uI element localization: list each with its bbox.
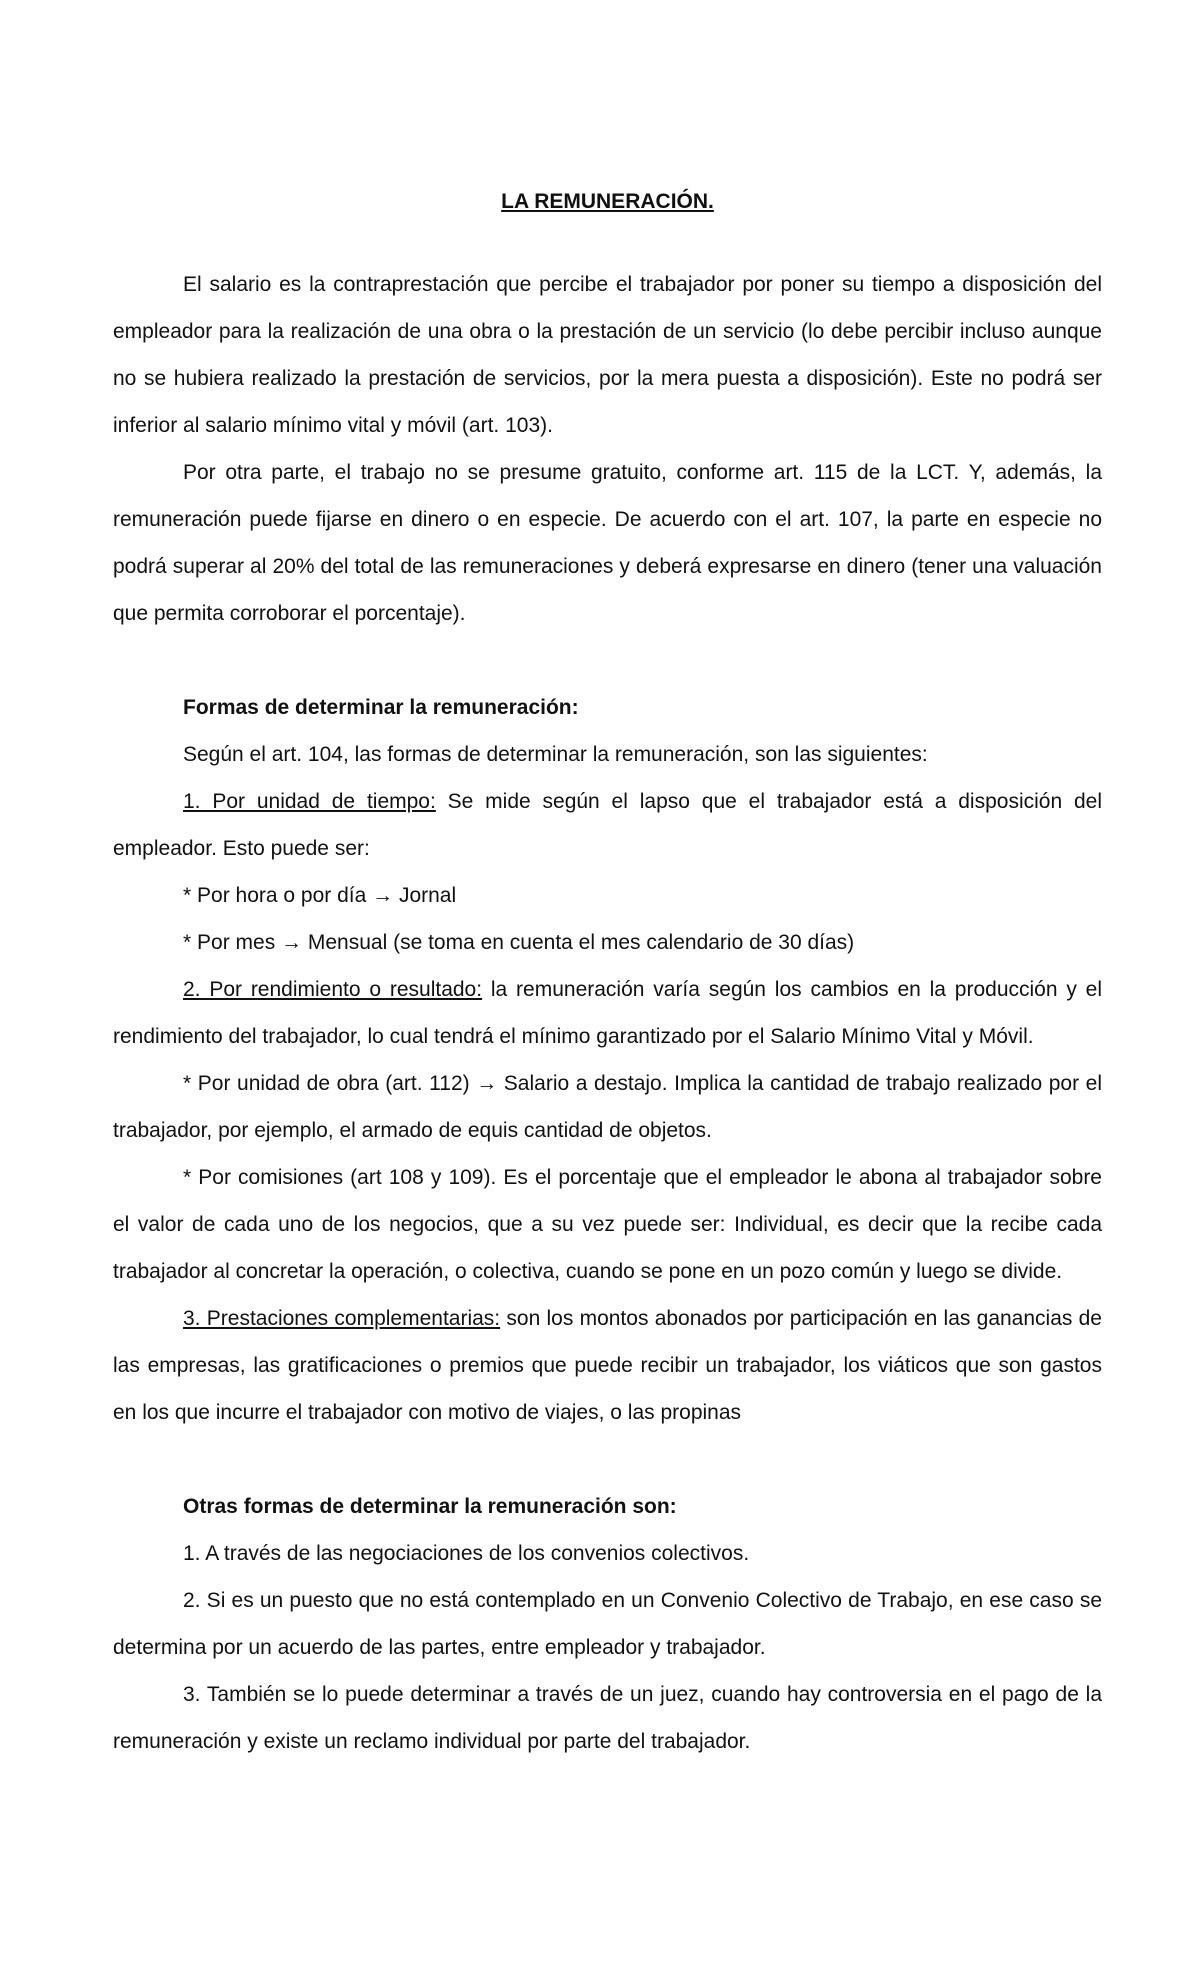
section-lead: Según el art. 104, las formas de determinar la remuneración, son las siguientes: [183, 743, 928, 766]
list-item-collective-agreements: 1. A través de las negociaciones de los convenios colectivos. [183, 1542, 750, 1565]
sub-item-month: * Por mes → Mensual (se toma en cuenta el mes calendario de 30 días) [183, 931, 855, 954]
list-item-label: 2. Por rendimiento o resultado: [183, 978, 483, 1001]
list-item-time-unit [113, 778, 1102, 872]
spacer [113, 1436, 1102, 1483]
list-item-complementary [113, 1295, 1102, 1436]
list-item-performance [113, 966, 1102, 1060]
spacer [113, 637, 1102, 684]
list-item-party-agreement: 2. Si es un puesto que no está contemplado en un Convenio Colectivo de Trabajo, en ese caso se determina por un acuerdo de las partes, entre empleador y trabajador. [113, 1589, 1102, 1659]
section-heading-forms: Formas de determinar la remuneración: [183, 696, 579, 719]
sub-item-piecework: * Por unidad de obra (art. 112) → Salario a destajo. Implica la cantidad de trabajo realizado por el trabajador, por ejemplo, el armado de equis cantidad de objetos. [113, 1072, 1102, 1142]
list-item-text: la remuneración varía según los cambios en la producción y el rendimiento del trabajador, lo cual tendrá el mínimo garantizado por el Salario Mínimo Vital y Móvil. [113, 978, 1102, 1048]
list-item-text: son los montos abonados por participación en las ganancias de las empresas, las gratificaciones o premios que puede recibir un trabajador, los viáticos que son gastos en los que incurre el trabajador con motivo de viajes, o las propinas [113, 1307, 1102, 1424]
sub-item-hour-day: * Por hora o por día → Jornal [183, 884, 457, 907]
list-item-text: Se mide según el lapso que el trabajador está a disposición del empleador. Esto puede ser: [113, 790, 1102, 860]
list-item-label: 1. Por unidad de tiempo: [183, 790, 436, 813]
paragraph-intro-2: Por otra parte, el trabajo no se presume gratuito, conforme art. 115 de la LCT. Y, además, la remuneración puede fijarse en dinero o en especie. De acuerdo con el art. 107, la parte en especie no podrá superar al 20% del total de las remuneraciones y deberá expresarse en dinero (tener una valuación que permita corroborar el porcentaje). [113, 461, 1102, 625]
list-item-judge: 3. También se lo puede determinar a través de un juez, cuando hay controversia en el pago de la remuneración y existe un reclamo individual por parte del trabajador. [113, 1683, 1102, 1753]
list-item-label: 3. Prestaciones complementarias: [183, 1307, 501, 1330]
sub-item-commissions: * Por comisiones (art 108 y 109). Es el porcentaje que el empleador le abona al trabajador sobre el valor de cada uno de los negocios, que a su vez puede ser: Individual, es decir que la recibe cada trabajador al concretar la operación, o colectiva, cuando se pone en un pozo común y luego se divide. [113, 1166, 1102, 1283]
document-title: LA REMUNERACIÓN. [501, 190, 714, 213]
paragraph-intro-1: El salario es la contraprestación que percibe el trabajador por poner su tiempo a disposición del empleador para la realización de una obra o la prestación de un servicio (lo debe percibir incluso aunque no se hubiera realizado la prestación de servicios, por la mera puesta a disposición). Este no podrá ser inferior al salario mínimo vital y móvil (art. 103). [113, 273, 1102, 437]
section-heading-other-forms: Otras formas de determinar la remuneración son: [183, 1495, 677, 1518]
